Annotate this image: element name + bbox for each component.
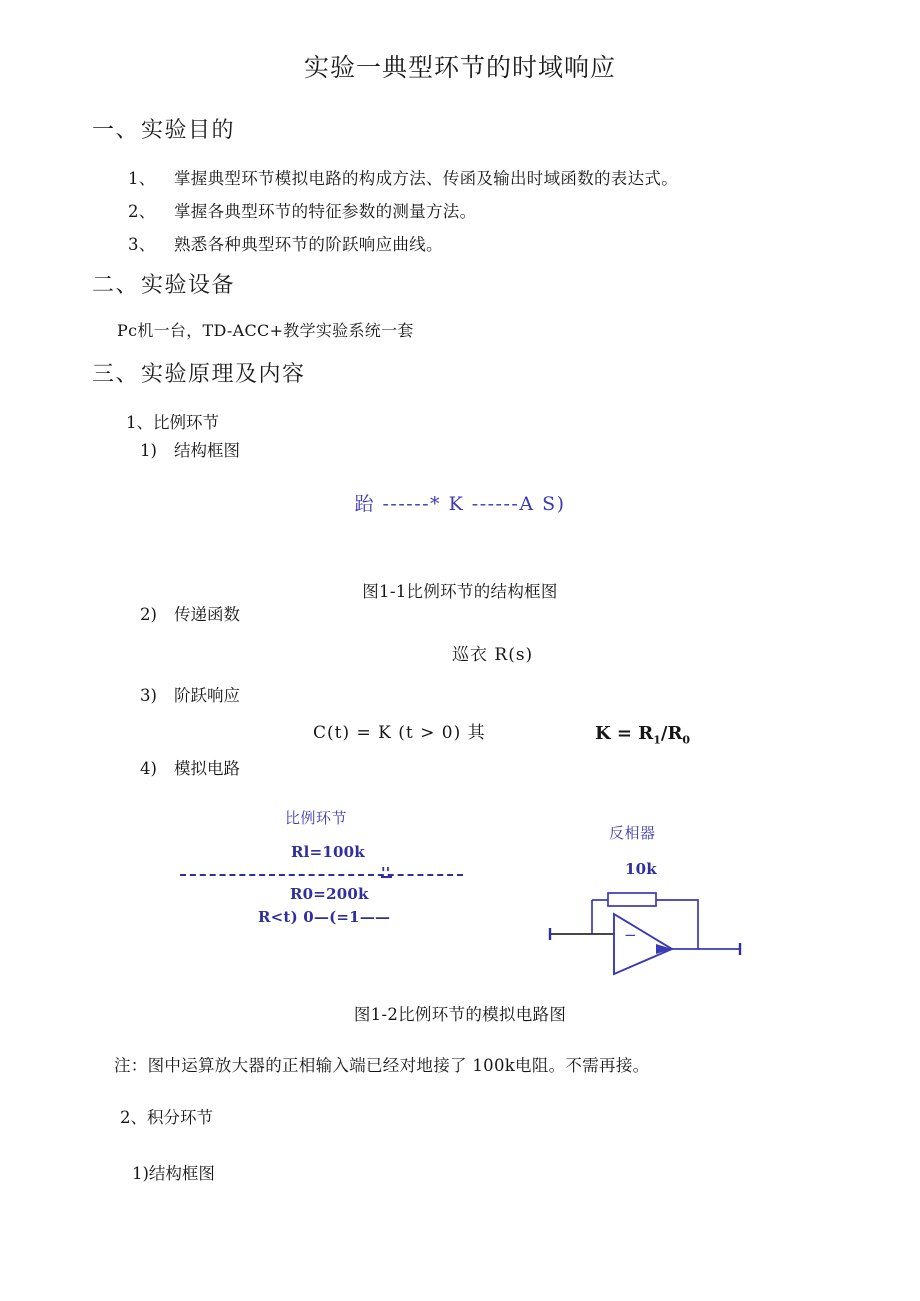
- opamp-triangle-icon: [614, 914, 672, 974]
- sub2-label: 传递函数: [174, 605, 240, 624]
- sub2-index: 2): [140, 605, 157, 624]
- feedback-wire-right: [656, 900, 698, 949]
- section-1-label: 实验目的: [141, 118, 236, 143]
- block-diagram-graphic: 跆 ------* K ------A S): [354, 493, 566, 515]
- section-1-number: 一、: [92, 118, 140, 143]
- page-title: 实验一典型环节的时域响应: [303, 53, 616, 82]
- content-sub-transfer-function: [140, 601, 240, 625]
- circuit-dashed-line: [180, 874, 463, 876]
- objective-item-3: [128, 231, 443, 255]
- sub3-index: 3): [140, 686, 157, 705]
- objective-3-text: 熟悉各种典型环节的阶跃响应曲线。: [174, 235, 443, 254]
- feedback-resistor-body: [608, 893, 656, 906]
- step-response-formula: C(t) = K (t > 0) 其: [313, 723, 486, 743]
- section-2-number: 二、: [92, 273, 140, 298]
- section-heading-1: [92, 113, 235, 144]
- sub3-label: 阶跃响应: [174, 686, 240, 705]
- sub1-label: 结构框图: [174, 441, 240, 460]
- gain-formula: [595, 723, 690, 747]
- sub4-index: 4): [140, 759, 157, 778]
- figure-caption-1-1: 图1-1比例环节的结构框图: [362, 582, 558, 601]
- sub4-label: 模拟电路: [174, 759, 240, 778]
- content-sub-step-response: [140, 682, 240, 706]
- circuit-input-label: R<t) 0—(=1——: [258, 908, 391, 926]
- transfer-function-formula: 巡衣 R(s): [452, 645, 534, 665]
- section-3-number: 三、: [92, 362, 140, 387]
- sub1-index: 1): [140, 441, 157, 460]
- circuit-tick-mark: '': [381, 864, 391, 882]
- gain-formula-mid: /R: [660, 723, 683, 744]
- section-heading-2: [92, 268, 235, 299]
- objective-1-text: 掌握典型环节模拟电路的构成方法、传函及输出时域函数的表达式。: [174, 169, 678, 188]
- section-3-label: 实验原理及内容: [141, 362, 306, 387]
- figure-caption-1-2: 图1-2比例环节的模拟电路图: [353, 1005, 567, 1024]
- objective-item-2: [128, 198, 476, 222]
- objective-1-index: 1、: [128, 169, 156, 188]
- equipment-text: Pc机一台，TD-ACC+教学实验系统一套: [117, 321, 414, 340]
- inverting-amplifier-schematic: [548, 878, 744, 982]
- content-item-integral: 2、积分环节: [120, 1108, 213, 1127]
- content-sub-analog-circuit: [140, 755, 240, 779]
- section-2-label: 实验设备: [141, 273, 236, 298]
- content-item-integral-structure: 1)结构框图: [132, 1164, 215, 1183]
- gain-formula-lead: K = R: [595, 723, 654, 744]
- objective-2-text: 掌握各典型环节的特征参数的测量方法。: [174, 202, 477, 221]
- objective-3-index: 3、: [128, 235, 156, 254]
- circuit-left-title: 比例环节: [285, 809, 348, 827]
- figure-note: 注：图中运算放大器的正相输入端已经对地接了 100k电阻。不需再接。: [114, 1056, 650, 1075]
- circuit-tick-underline: [381, 876, 392, 878]
- circuit-right-title: 反相器: [609, 824, 656, 842]
- objective-2-index: 2、: [128, 202, 156, 221]
- feedback-resistor-label: 10k: [625, 860, 657, 878]
- objective-item-1: [128, 165, 678, 189]
- section-heading-3: [92, 357, 306, 388]
- resistor-r1-label: Rl=100k: [291, 843, 365, 861]
- gain-subscript-0: 0: [682, 733, 691, 747]
- content-item-proportional: 1、比例环节: [126, 413, 219, 432]
- opamp-inverting-input-sign: −: [624, 926, 637, 944]
- gain-subscript-1: 1: [653, 733, 661, 747]
- resistor-r0-label: R0=200k: [290, 885, 369, 903]
- content-sub-structure-diagram: [140, 437, 240, 461]
